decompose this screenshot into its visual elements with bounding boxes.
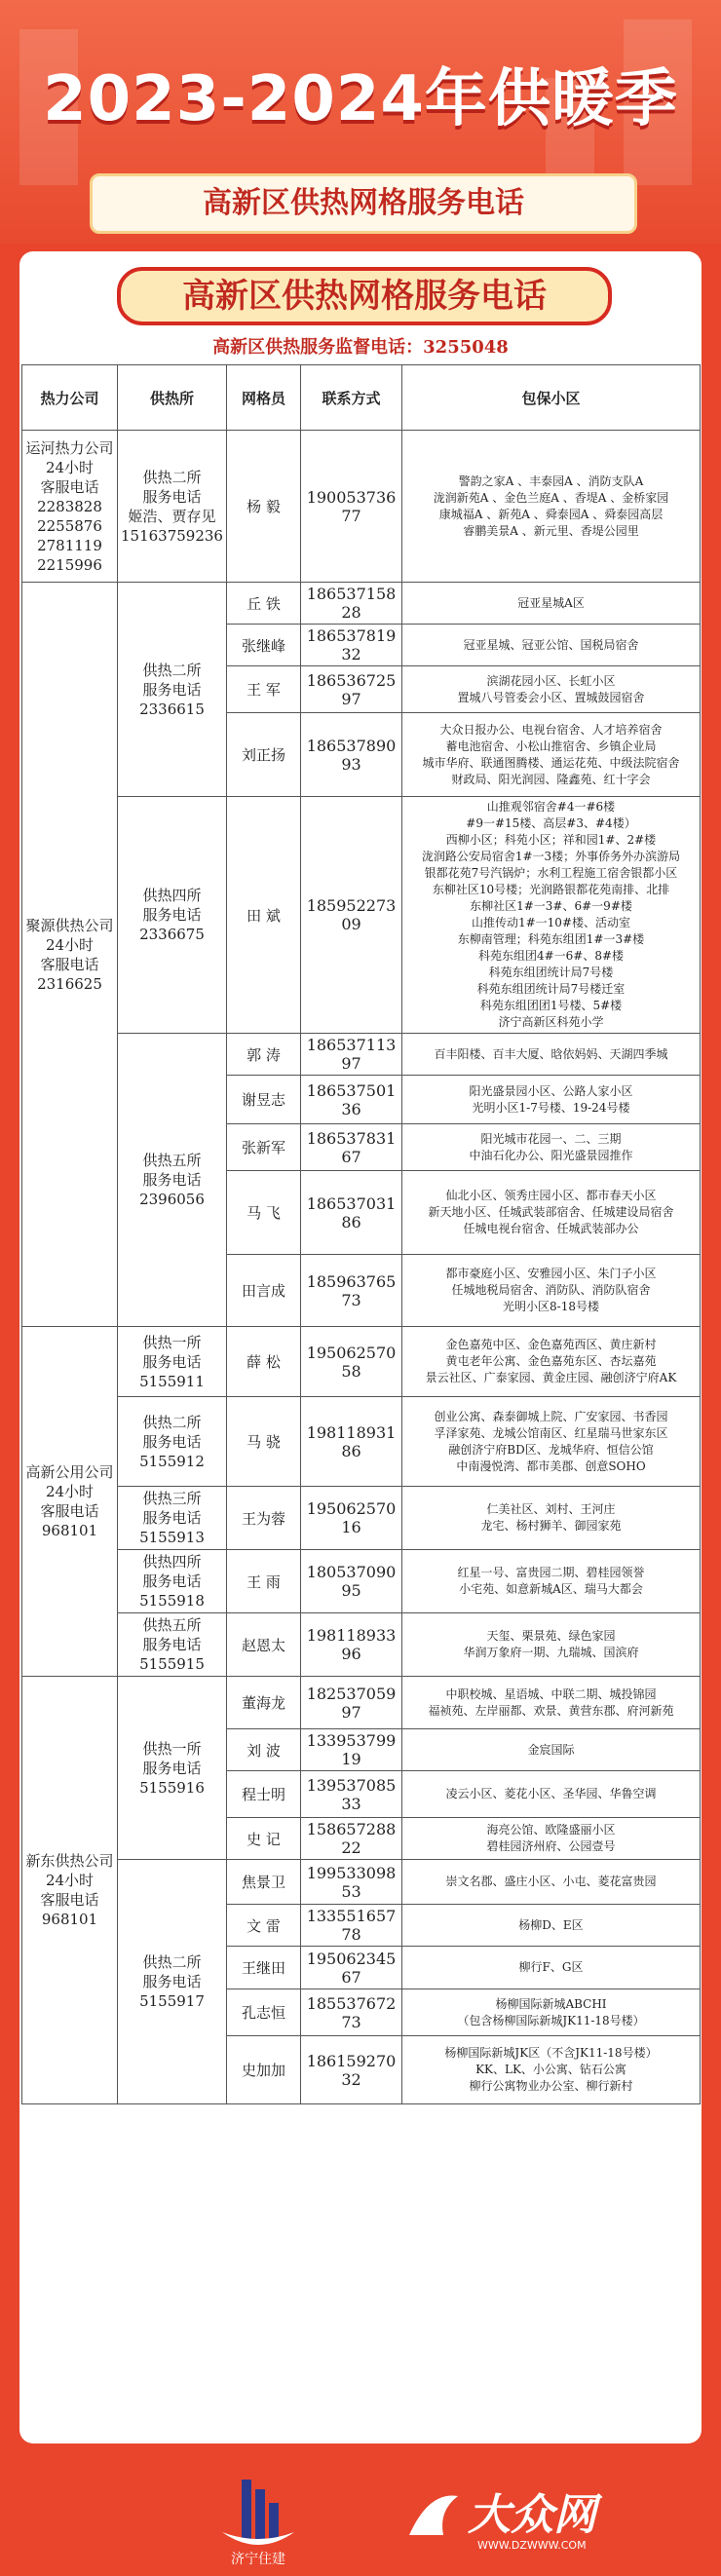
- grid-member-cell: 刘正扬: [227, 713, 301, 797]
- contact-phone-cell[interactable]: 19506234567: [301, 1947, 402, 1989]
- community-cell: 冠亚星城、冠亚公馆、国税局宿舍: [402, 625, 701, 666]
- station-cell: 供热五所 服务电话 2396056: [118, 1034, 227, 1327]
- table-header-row: [22, 365, 701, 431]
- grid-member-cell: 马 飞: [227, 1171, 301, 1255]
- grid-member-cell: 田 斌: [227, 797, 301, 1034]
- table-row: [22, 1860, 701, 1905]
- jining-housing-logo-icon: [214, 2470, 302, 2557]
- station-cell: 供热二所 服务电话 5155917: [118, 1860, 227, 2104]
- sub-banner: 高新区供热网格服务电话: [90, 173, 637, 234]
- table-row: [22, 797, 701, 1034]
- grid-member-cell: 张继峰: [227, 625, 301, 666]
- company-cell: 新东供热公司 24小时 客服电话 968101: [22, 1677, 118, 2104]
- grid-member-cell: 张新军: [227, 1124, 301, 1171]
- contact-phone-cell[interactable]: 19506257058: [301, 1327, 402, 1397]
- grid-member-cell: 文 雷: [227, 1905, 301, 1947]
- contact-phone-cell[interactable]: 18253705997: [301, 1677, 402, 1729]
- main-title: 2023-2024年供暖季: [43, 63, 678, 135]
- community-cell: 中职校城、星语城、中联二期、城投锦园 福祯苑、左岸丽都、欢景、黄营东郡、府河新苑: [402, 1677, 701, 1729]
- left-logo-text: 济宁住建: [231, 2552, 285, 2567]
- grid-member-cell: 王 雨: [227, 1550, 301, 1613]
- table-row: [22, 1034, 701, 1076]
- contact-phone-cell[interactable]: 18053709095: [301, 1550, 402, 1613]
- column-header: 包保小区: [402, 365, 701, 431]
- contact-phone-cell[interactable]: 18653783167: [301, 1124, 402, 1171]
- table-row: [22, 583, 701, 625]
- grid-member-cell: 谢昱志: [227, 1076, 301, 1124]
- community-cell: 杨柳国际新城JK区（不含JK11-18号楼） KK、LK、小公寓、钻石公寓 柳行公寓物业办公室、柳行新村: [402, 2036, 701, 2104]
- community-cell: 凌云小区、菱花小区、圣华园、华鲁空调: [402, 1771, 701, 1818]
- community-cell: 滨湖花园小区、长虹小区 置城八号管委会小区、置城鼓园宿舍: [402, 666, 701, 713]
- table-row: [22, 1327, 701, 1397]
- station-cell: 供热二所 服务电话 姬浩、贾存见 15163759236: [118, 431, 227, 583]
- company-cell: 高新公用公司 24小时 客服电话 968101: [22, 1327, 118, 1677]
- contact-phone-cell[interactable]: 18653781932: [301, 625, 402, 666]
- contact-phone-cell[interactable]: 13395379919: [301, 1729, 402, 1771]
- community-cell: 阳光盛景园小区、公路人家小区 光明小区1-7号楼、19-24号楼: [402, 1076, 701, 1124]
- grid-member-cell: 孔志恒: [227, 1989, 301, 2036]
- contact-phone-cell[interactable]: 15865728822: [301, 1818, 402, 1860]
- community-cell: 金色嘉苑中区、金色嘉苑西区、黄庄新村 黄屯老年公寓、金色嘉苑东区、杏坛嘉苑 景云社区、广泰家园、黄金庄园、融创济宁府AK: [402, 1327, 701, 1397]
- community-cell: 仙北小区、领秀庄园小区、都市春天小区 新天地小区、任城武装部宿舍、任城建设局宿舍 任城电视台宿舍、任城武装部办公: [402, 1171, 701, 1255]
- community-cell: 仁美社区、刘村、王河庄 龙宅、杨村狮羊、御园家苑: [402, 1487, 701, 1550]
- contact-phone-cell[interactable]: 18653750136: [301, 1076, 402, 1124]
- table-row: [22, 1677, 701, 1729]
- contact-phone-cell[interactable]: 18615927032: [301, 2036, 402, 2104]
- company-cell: 聚源供热公司 24小时 客服电话 2316625: [22, 583, 118, 1327]
- grid-member-cell: 刘 波: [227, 1729, 301, 1771]
- service-card: [19, 251, 702, 2443]
- community-cell: 杨柳国际新城ABCHI （包含杨柳国际新城JK11-18号楼）: [402, 1989, 701, 2036]
- community-cell: 山推观邻宿舍#4一#6楼 #9一#15楼、高层#3、#4楼） 西柳小区；科苑小区；祥和园1#、2#楼 泷润路公安局宿舍1#一3楼；外事侨务外办滨游局 银都花苑7号汽锅炉；水利工程施工宿舍银都小区 东柳社区10号楼；光润路银都花苑南排、北排 东柳社区1#一3#、6#一9#楼 山推传动1#一10#楼、活动室 东柳南管理；科苑东组团1#一3#楼 科苑东组团4#一6#、8#楼 科苑东组团统计局7号楼 科苑东组团统计局7号楼迁室 科苑东组团团1号楼、5#楼 济宁高新区科苑小学: [402, 797, 701, 1034]
- grid-member-cell: 王为蓉: [227, 1487, 301, 1550]
- contact-phone-cell[interactable]: 19811893186: [301, 1397, 402, 1487]
- grid-member-cell: 王 军: [227, 666, 301, 713]
- community-cell: 金宸国际: [402, 1729, 701, 1771]
- community-cell: 冠亚星城A区: [402, 583, 701, 625]
- grid-member-cell: 赵恩太: [227, 1613, 301, 1677]
- grid-member-cell: 焦景卫: [227, 1860, 301, 1905]
- grid-member-cell: 郭 涛: [227, 1034, 301, 1076]
- footer: [0, 2455, 721, 2576]
- contact-phone-cell[interactable]: 19811893396: [301, 1613, 402, 1677]
- column-header: 联系方式: [301, 365, 402, 431]
- grid-member-cell: 马 骁: [227, 1397, 301, 1487]
- column-header: 热力公司: [22, 365, 118, 431]
- station-cell: 供热四所 服务电话 5155918: [118, 1550, 227, 1613]
- station-cell: 供热二所 服务电话 2336615: [118, 583, 227, 797]
- community-cell: 大众日报办公、电视台宿舍、人才培养宿舍 蓄电池宿舍、小松山推宿舍、乡镇企业局 城市华府、联通图腾楼、通运花苑、中级法院宿舍 财政局、阳光润园、隆鑫苑、红十字会: [402, 713, 701, 797]
- table-row: [22, 1487, 701, 1550]
- contact-phone-cell[interactable]: 19506257016: [301, 1487, 402, 1550]
- contact-phone-cell[interactable]: 19953309853: [301, 1860, 402, 1905]
- station-cell: 供热二所 服务电话 5155912: [118, 1397, 227, 1487]
- community-cell: 海亮公馆、欧隆盛丽小区 碧桂园济州府、公园壹号: [402, 1818, 701, 1860]
- grid-member-cell: 田言成: [227, 1255, 301, 1327]
- grid-member-cell: 史 记: [227, 1818, 301, 1860]
- community-cell: 警韵之家A 、丰泰园A 、消防支队A 泷润新苑A 、金色兰庭A 、香堤A 、金桥家园 康城福A 、新苑A 、舜泰园A 、舜泰园高层 睿鹏美景A 、新元里、香堤公园里: [402, 431, 701, 583]
- contact-phone-cell[interactable]: 18653789093: [301, 713, 402, 797]
- community-cell: 天玺、栗景苑、绿色家园 华润万象府一期、九瑞城、国滨府: [402, 1613, 701, 1677]
- community-cell: 阳光城市花园一、二、三期 中油石化办公、阳光盛景园推作: [402, 1124, 701, 1171]
- contact-phone-cell[interactable]: 18553767273: [301, 1989, 402, 2036]
- grid-member-cell: 董海龙: [227, 1677, 301, 1729]
- community-cell: 创业公寓、森泰御城上院、广安家园、书香园 孚泽家苑、龙城公馆南区、红星瑞马世家东区 融创济宁府BD区、龙城华府、恒信公馆 中南漫悦湾、都市美郡、创意SOHO: [402, 1397, 701, 1487]
- card-title: 高新区供热网格服务电话: [117, 267, 612, 325]
- grid-member-cell: 程士明: [227, 1771, 301, 1818]
- grid-member-cell: 王继田: [227, 1947, 301, 1989]
- station-cell: 供热五所 服务电话 5155915: [118, 1613, 227, 1677]
- community-cell: 杨柳D、E区: [402, 1905, 701, 1947]
- contact-phone-cell[interactable]: 18653703186: [301, 1171, 402, 1255]
- table-row: [22, 1397, 701, 1487]
- community-cell: 崇文名郡、盛庄小区、小屯、菱花富贵园: [402, 1860, 701, 1905]
- contact-phone-cell[interactable]: 18595227309: [301, 797, 402, 1034]
- column-header: 供热所: [118, 365, 227, 431]
- station-cell: 供热一所 服务电话 5155911: [118, 1327, 227, 1397]
- contact-phone-cell[interactable]: 18653711397: [301, 1034, 402, 1076]
- community-cell: 百丰阳楼、百丰大厦、晗依妈妈、天湖四季城: [402, 1034, 701, 1076]
- grid-member-cell: 薛 松: [227, 1327, 301, 1397]
- supervision-phone: 高新区供热服务监督电话：3255048: [212, 337, 509, 358]
- table-row: [22, 1550, 701, 1613]
- community-cell: 柳行F、G区: [402, 1947, 701, 1989]
- contact-phone-cell[interactable]: 18653715828: [301, 583, 402, 625]
- company-cell: 运河热力公司 24小时 客服电话 2283828 2255876 2781119 2215996: [22, 431, 118, 583]
- grid-member-cell: 杨 毅: [227, 431, 301, 583]
- station-cell: 供热一所 服务电话 5155916: [118, 1677, 227, 1860]
- contact-phone-cell[interactable]: 18653672597: [301, 666, 402, 713]
- contact-phone-cell[interactable]: 13355165778: [301, 1905, 402, 1947]
- right-logo-url: WWW.DZWWW.COM: [477, 2539, 587, 2552]
- contact-phone-cell[interactable]: 19005373677: [301, 431, 402, 583]
- station-cell: 供热四所 服务电话 2336675: [118, 797, 227, 1034]
- table-row: [22, 431, 701, 583]
- grid-member-cell: 丘 铁: [227, 583, 301, 625]
- table-row: [22, 1613, 701, 1677]
- contact-phone-cell[interactable]: 13953708533: [301, 1771, 402, 1818]
- grid-member-cell: 史加加: [227, 2036, 301, 2104]
- service-table: [21, 364, 701, 2104]
- column-header: 网格员: [227, 365, 301, 431]
- community-cell: 红星一号、富贵园二期、碧桂园领誉 小宅苑、如意新城A区、瑞马大都会: [402, 1550, 701, 1613]
- station-cell: 供热三所 服务电话 5155913: [118, 1487, 227, 1550]
- right-logo-text: 大众网: [468, 2490, 596, 2540]
- community-cell: 都市豪庭小区、安雅园小区、朱门子小区 任城地税局宿舍、消防队、消防队宿舍 光明小区8-18号楼: [402, 1255, 701, 1327]
- contact-phone-cell[interactable]: 18596376573: [301, 1255, 402, 1327]
